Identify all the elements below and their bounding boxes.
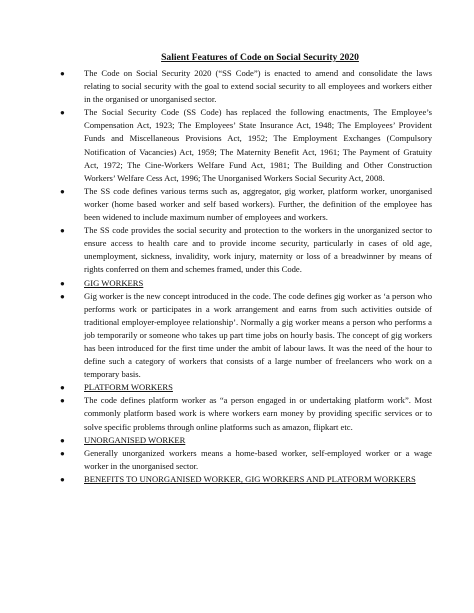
paragraph-text: The code defines platform worker as “a person engaged in or undertaking platform work”. Most commonly platform based work is where workers earn money by providing specific services or to solve specific problems through online platforms such as amazon, flipkart etc.	[84, 395, 432, 432]
list-item	[58, 185, 432, 224]
paragraph-text: The Code on Social Security 2020 (“SS Code”) is enacted to amend and consolidate the laws relating to social security with the goal to extend social security to all employees and workers either in the organised or unorganised sector.	[84, 68, 432, 105]
bullet-icon: ●	[60, 474, 65, 484]
bullet-icon: ●	[60, 226, 65, 236]
list-item	[58, 394, 432, 433]
section-heading-text: BENEFITS TO UNORGANISED WORKER, GIG WORKERS AND PLATFORM WORKERS	[84, 473, 416, 484]
section-heading-text: UNORGANISED WORKER	[84, 434, 186, 445]
bullet-icon: ●	[60, 108, 65, 118]
list-item	[58, 106, 432, 185]
bullet-icon: ●	[60, 396, 65, 406]
section-heading-platform-workers	[58, 381, 432, 394]
section-heading-benefits	[58, 473, 432, 486]
bullet-icon: ●	[60, 186, 65, 196]
paragraph-text: Gig worker is the new concept introduced in the code. The code defines gig worker as ‘a person who performs work or participates in a work arrangement and earns from such activities outside of traditional employer-employee relationship’. Normally a gig worker means a person who performs a job temporarily or someone who takes up part time jobs on hourly basis. The concept of gig workers has been introduced for the first time under the ambit of labour laws. It was the need of the hour to define such a category of workers that consists of a large number of freelancers who work on a temporary basis.	[84, 290, 432, 380]
bullet-icon: ●	[60, 448, 65, 458]
section-heading-gig-workers	[58, 277, 432, 290]
section-heading-text: PLATFORM WORKERS	[84, 382, 173, 393]
section-heading-text: GIG WORKERS	[84, 277, 144, 288]
bullet-icon: ●	[60, 435, 65, 445]
bullet-icon: ●	[60, 278, 65, 288]
paragraph-text: The SS code provides the social security and protection to the workers in the unorganized sector to ensure access to health care and to provide income security, particularly in cases of old age, unemployment, sickness, invalidity, work injury, maternity or loss of a breadwinner by means of rights conferred on them and schemes framed, under this Code.	[84, 225, 432, 275]
list-item	[58, 447, 432, 473]
list-item	[58, 67, 432, 106]
paragraph-text: The SS code defines various terms such as, aggregator, gig worker, platform worker, unorganised worker (home based worker and self based workers). Further, the definition of the employee has been widened to include maximum number of employees and workers.	[84, 185, 432, 223]
bullet-icon: ●	[60, 291, 65, 301]
bullet-icon: ●	[60, 383, 65, 393]
document-title: Salient Features of Code on Social Security 2020	[161, 52, 359, 63]
paragraph-text: Generally unorganized workers means a home-based worker, self-employed worker or a wage worker in the unorganised sector.	[84, 447, 432, 471]
paragraph-text: The Social Security Code (SS Code) has replaced the following enactments, The Employee’s Compensation Act, 1923; The Employees’ State Insurance Act, 1948; The Employees’ Provident Funds and Miscellaneous Provisions Act, 1952; The Employment Exchanges (Compulsory Notification of Vacancies) Act, 1959; The Maternity Benefit Act, 1961; The Payment of Gratuity Act, 1972; The Cine-Workers Welfare Fund Act, 1981; The Building and Other Construction Workers’ Welfare Cess Act, 1996; The Unorganised Workers Social Security Act, 2008.	[84, 107, 432, 183]
list-item	[58, 224, 432, 276]
list-item	[58, 290, 432, 382]
feature-list	[58, 67, 432, 486]
bullet-icon: ●	[60, 69, 65, 78]
section-heading-unorganised-worker	[58, 434, 432, 447]
